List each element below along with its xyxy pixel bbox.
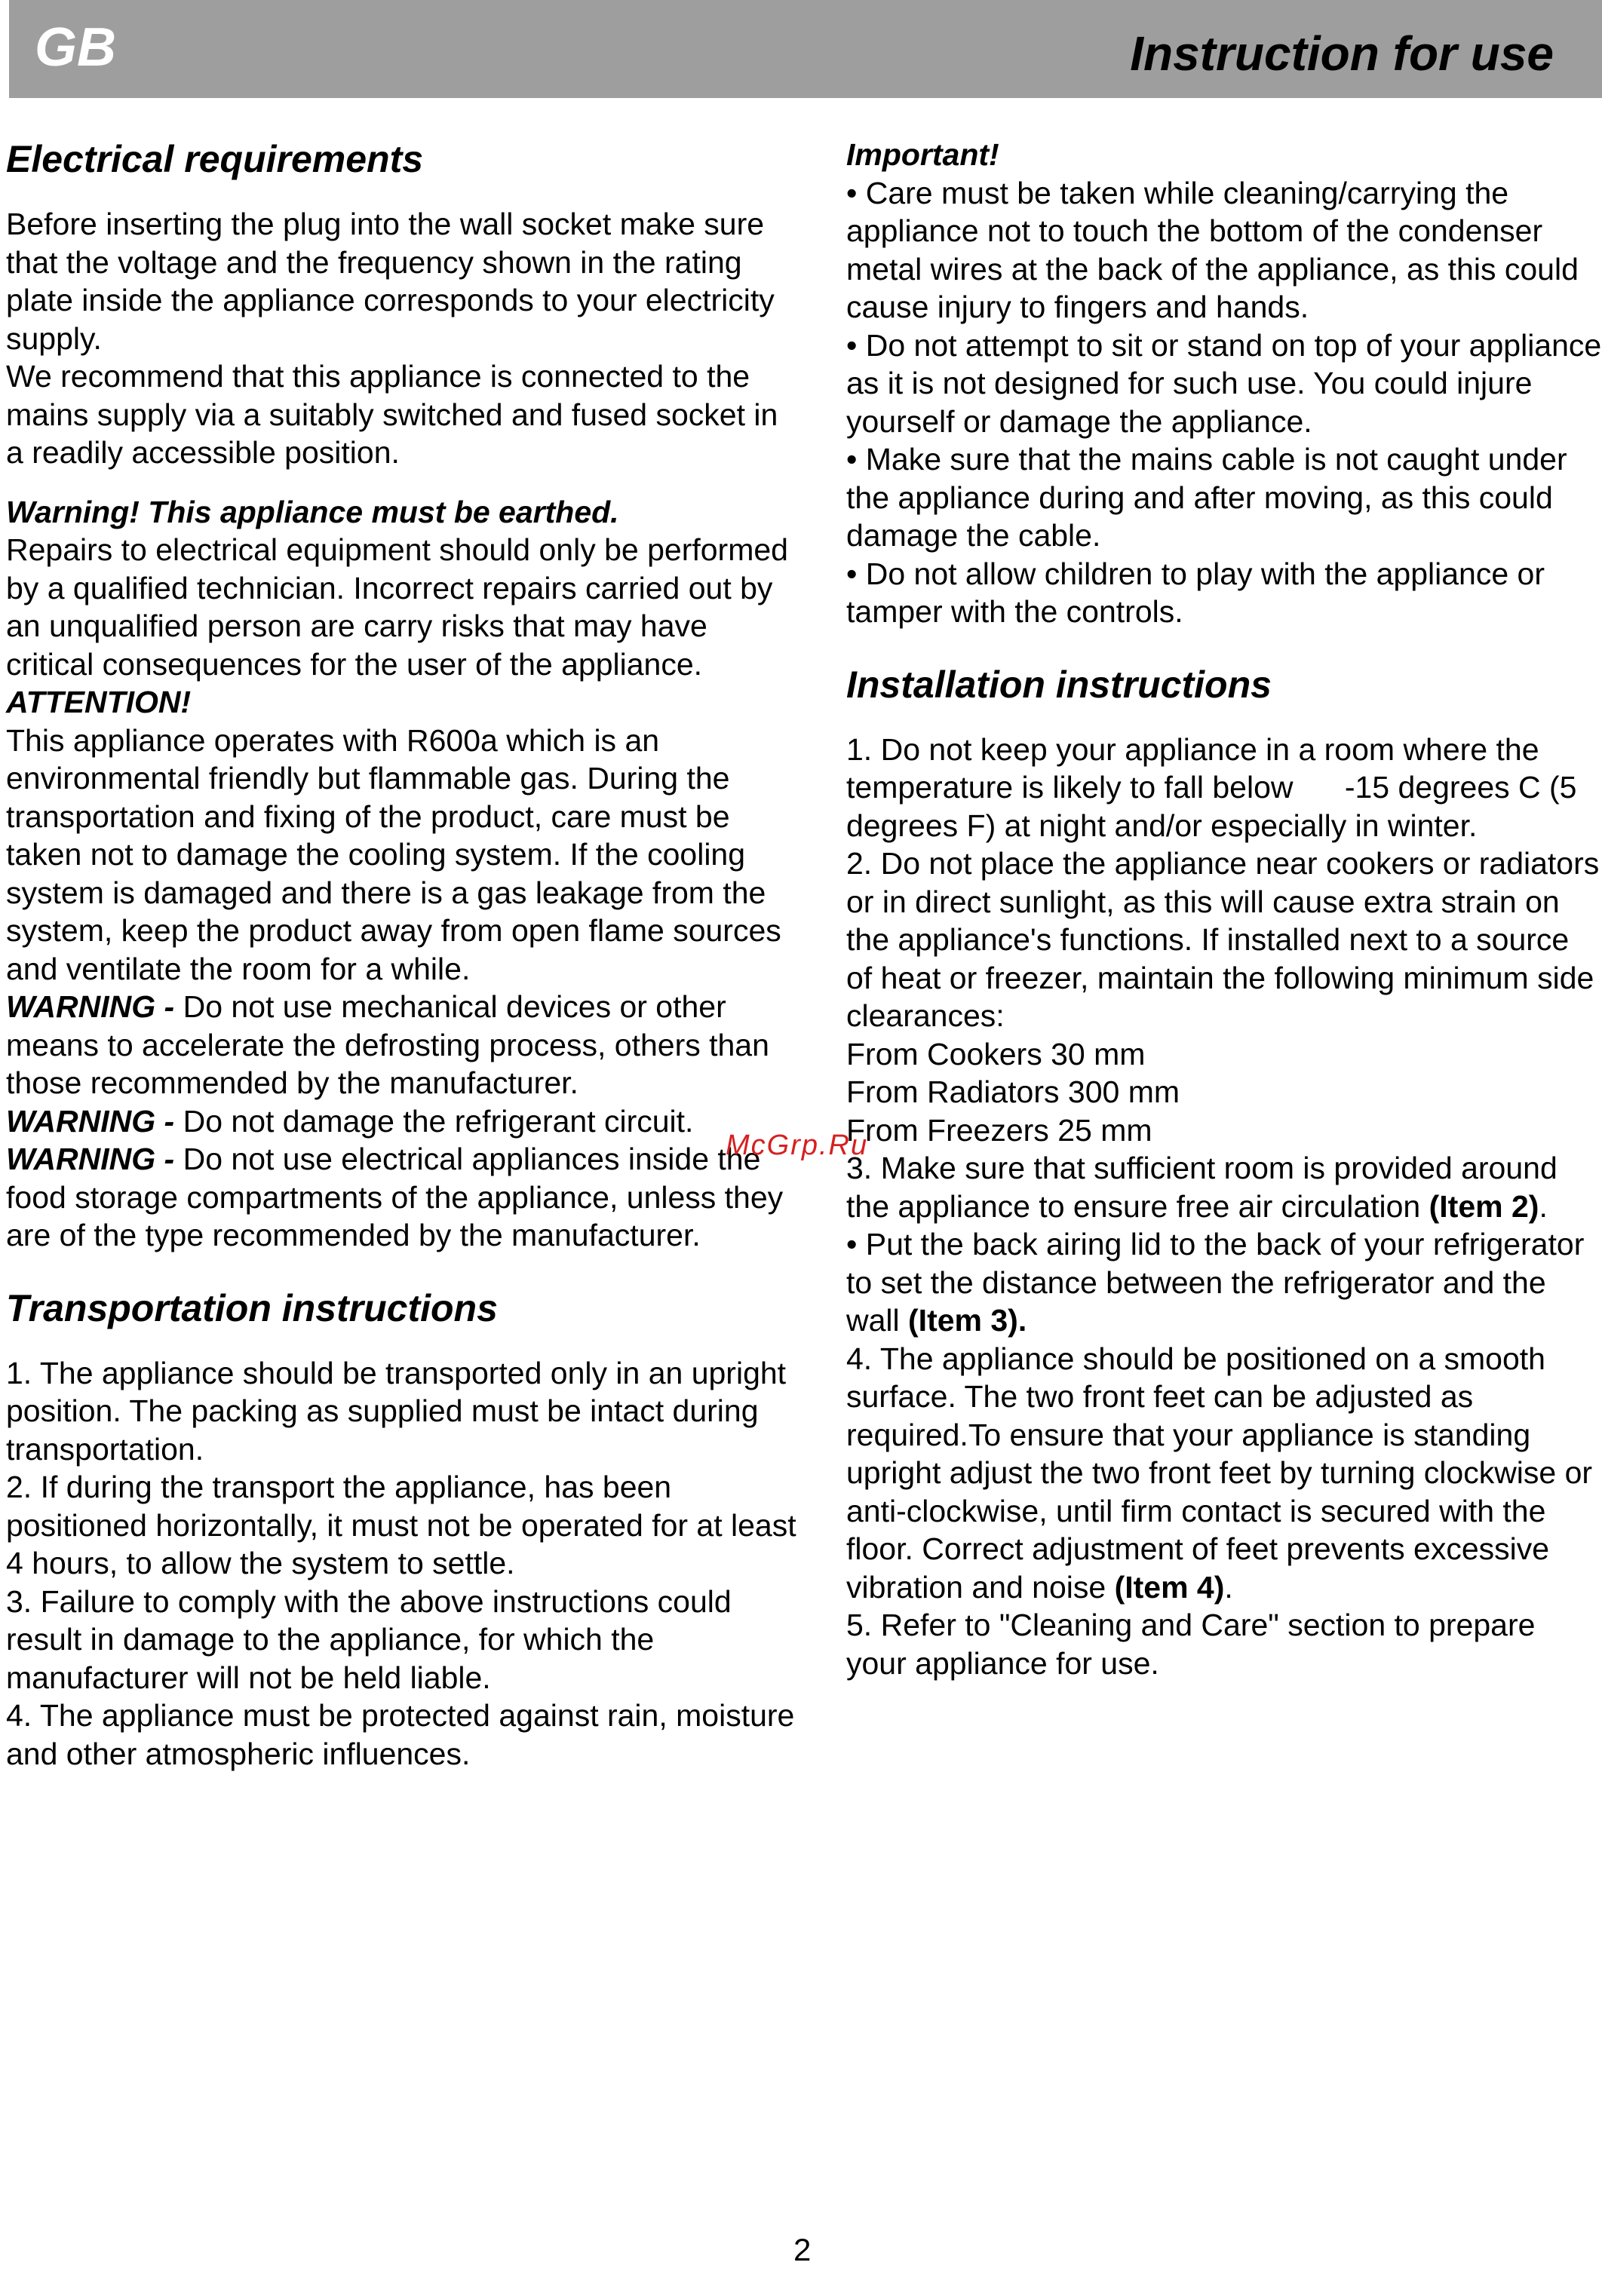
warning-label: WARNING - bbox=[6, 1103, 175, 1139]
important-item: • Do not allow children to play with the appliance or tamper with the controls. bbox=[846, 556, 1545, 629]
install-item-3: 3. Make sure that sufficient room is provided around the appliance to ensure free air circulation (Item 2). bbox=[846, 1151, 1558, 1224]
left-column bbox=[6, 136, 798, 1773]
electrical-heading: Electrical requirements bbox=[6, 138, 424, 180]
warning-item bbox=[6, 1140, 798, 1255]
clearance-item: From Radiators 300 mm bbox=[846, 1074, 1180, 1109]
installation-heading: Installation instructions bbox=[846, 663, 1272, 706]
watermark: McGrp.Ru bbox=[726, 1130, 869, 1161]
attention-paragraph: This appliance operates with R600a which is an environmental friendly but flammable gas. During the transportation and fixing of the product, care must be taken not to damage the cooling system. If the cooling system is damaged and there is a gas leakage from the system, keep the product away from open flame sources and ventilate the room for a while. bbox=[6, 722, 781, 986]
important-item: • Care must be taken while cleaning/carrying the appliance not to touch the bottom of the condenser metal wires at the back of the appliance, as this could cause injury to fingers and hands. bbox=[846, 175, 1579, 324]
warning-text: Do not use electrical appliances inside the food storage compartments of the appliance, unless they are of the type recommended by the manufacturer. bbox=[6, 1142, 784, 1252]
electrical-paragraph-2: We recommend that this appliance is connected to the mains supply via a suitably switched and fused socket in a readily accessible position. bbox=[6, 359, 778, 470]
important-item: • Make sure that the mains cable is not caught under the appliance during and after moving, as this could damage the cable. bbox=[846, 442, 1567, 553]
install-lid-item: • Put the back airing lid to the back of your refrigerator to set the distance between the refrigerator and the wall (Item 3). bbox=[846, 1227, 1585, 1338]
warning-item bbox=[6, 988, 798, 1102]
clearance-item: From Freezers 25 mm bbox=[846, 1112, 1152, 1148]
item-reference: (Item 3). bbox=[908, 1303, 1027, 1338]
warning-earthed: Warning! This appliance must be earthed. bbox=[6, 494, 619, 529]
clearance-item: From Cookers 30 mm bbox=[846, 1036, 1146, 1071]
attention-label: ATTENTION! bbox=[6, 685, 192, 719]
transport-item: 1. The appliance should be transported only in an upright position. The packing as supplied must be intact during transportation. bbox=[6, 1355, 787, 1467]
warning-text: Do not use mechanical devices or other means to accelerate the defrosting process, others than those recommended by the manufacturer. bbox=[6, 989, 769, 1100]
important-item: • Do not attempt to sit or stand on top of your appliance as it is not designed for such use. You could injure yourself or damage the appliance. bbox=[846, 327, 1602, 439]
page-header bbox=[9, 0, 1602, 98]
item-reference: (Item 4) bbox=[1114, 1569, 1225, 1605]
right-column bbox=[846, 136, 1602, 1682]
repairs-paragraph: Repairs to electrical equipment should only be performed by a qualified technician. Incorrect repairs carried out by an unqualified person are carry risks that may have critical consequences for the user of the appliance. bbox=[6, 532, 788, 682]
transport-item: 3. Failure to comply with the above instructions could result in damage to the appliance, for which the manufacturer will not be held liable. bbox=[6, 1583, 732, 1695]
install-item-1: 1. Do not keep your appliance in a room where the temperature is likely to fall below -15 degrees C (5 degrees F) at night and/or especially in winter. bbox=[846, 731, 1585, 843]
install-item-5: 5. Refer to "Cleaning and Care" section to prepare your appliance for use. bbox=[846, 1608, 1536, 1681]
install-item-2: 2. Do not place the appliance near cookers or radiators or in direct sunlight, as this will cause extra strain on the appliance's functions. If installed next to a source of heat or freezer, maintain the following minimum side clearances: bbox=[846, 846, 1600, 1033]
language-code: GB bbox=[35, 17, 116, 78]
install-item-4: 4. The appliance should be positioned on a smooth surface. The two front feet can be adjusted as required.To ensure that your appliance is standing upright adjust the two front feet by turning clockwise or anti-clockwise, until firm contact is secured with the floor. Correct adjustment of feet prevents excessive vibration and noise (Item 4). bbox=[846, 1341, 1593, 1605]
transport-item: 2. If during the transport the appliance, has been positioned horizontally, it must not be operated for at least 4 hours, to allow the system to settle. bbox=[6, 1470, 796, 1580]
transport-item: 4. The appliance must be protected against rain, moisture and other atmospheric influences. bbox=[6, 1698, 795, 1771]
header-title: Instruction for use bbox=[1130, 26, 1554, 81]
warning-label: WARNING - bbox=[6, 1142, 175, 1176]
page-number: 2 bbox=[793, 2232, 812, 2267]
electrical-paragraph-1: Before inserting the plug into the wall socket make sure that the voltage and the frequency shown in the rating plate inside the appliance corresponds to your electricity supply. bbox=[6, 207, 775, 356]
warning-text: Do not damage the refrigerant circuit. bbox=[174, 1103, 694, 1139]
item-reference: (Item 2) bbox=[1429, 1188, 1539, 1224]
important-label: Important! bbox=[846, 137, 999, 172]
warning-item bbox=[6, 1102, 798, 1141]
warning-label: WARNING - bbox=[6, 989, 175, 1024]
transport-heading: Transportation instructions bbox=[6, 1286, 498, 1329]
